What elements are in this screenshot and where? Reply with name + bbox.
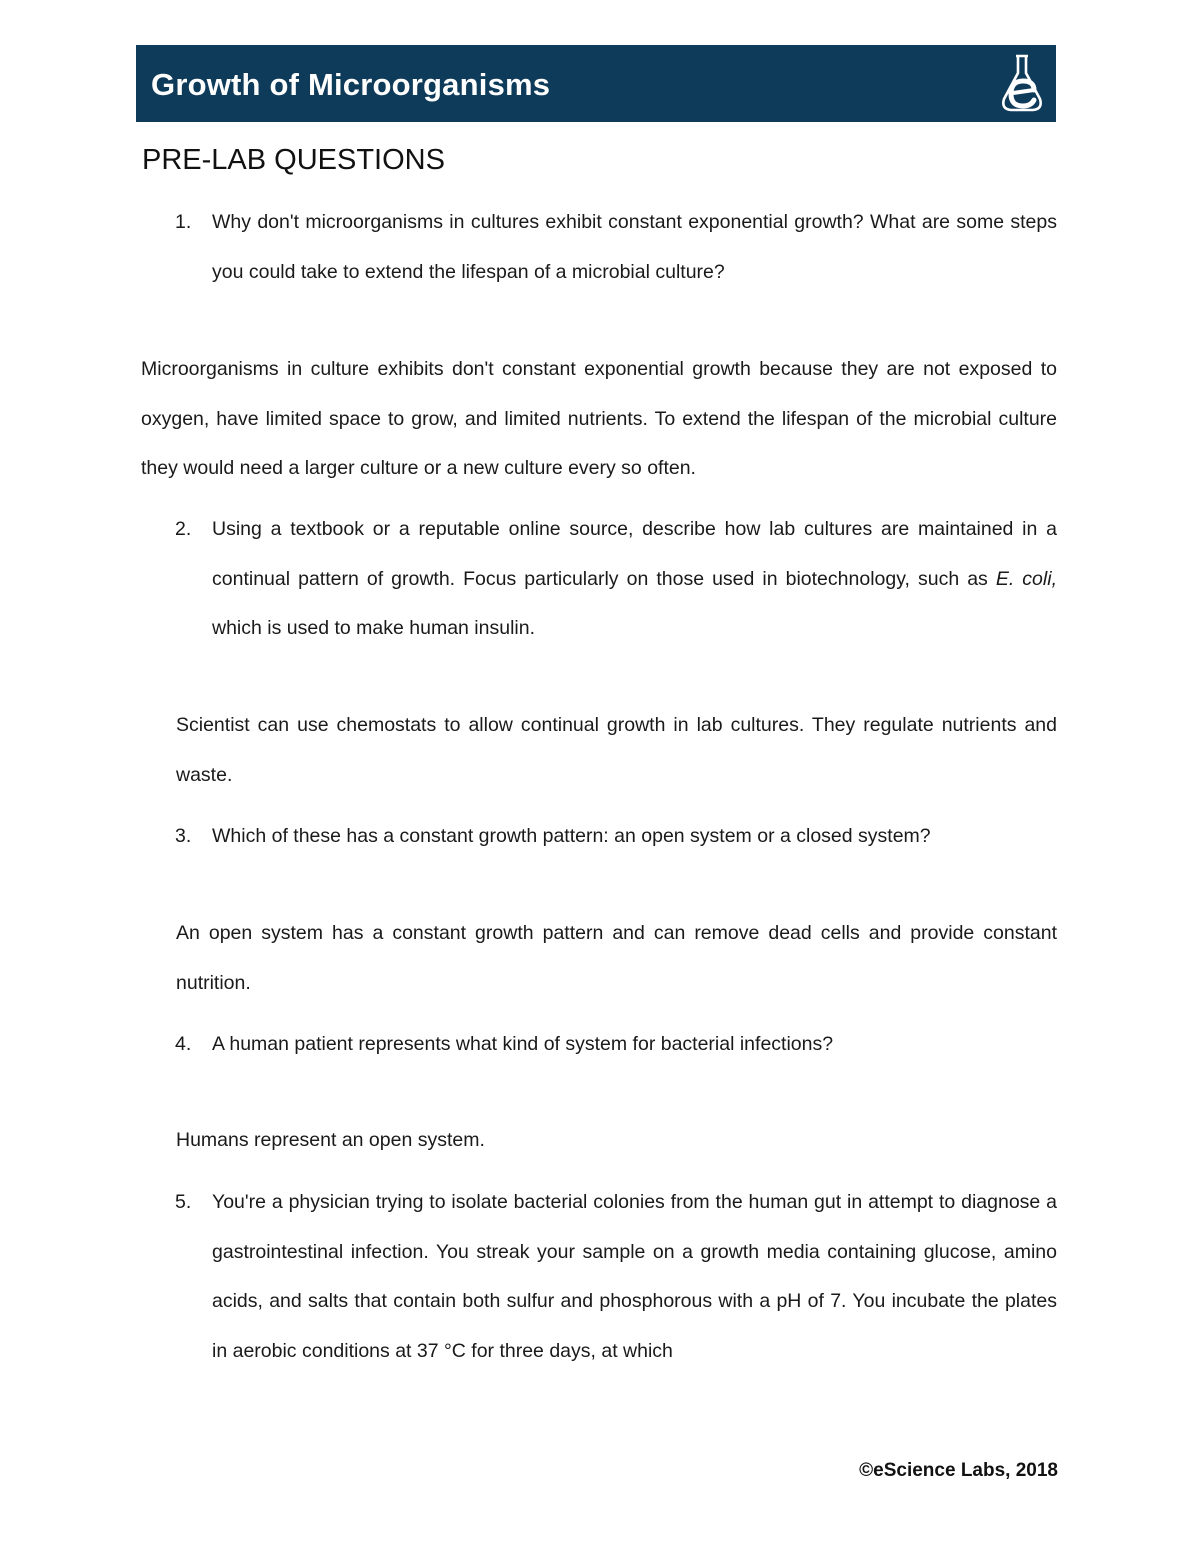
- answer-1: Microorganisms in culture exhibits don't constant exponential growth because they are not exposed to oxygen, have limited space to grow, and limited nutrients. To extend the lifespan of the microbial culture they would need a larger culture or a new culture every so often.: [141, 358, 1057, 479]
- question-text-part: which is used to make human insulin.: [212, 617, 535, 639]
- question-text: You're a physician trying to isolate bacterial colonies from the human gut in attempt to diagnose a gastrointestinal infection. You streak your sample on a growth media containing glucose, amino acids, and salts that contain both sulfur and phosphorous with a pH of 7. You incubate the plates in aerobic conditions at 37 °C for three days, at which: [212, 1191, 1057, 1362]
- question-text: Which of these has a constant growth pattern: an open system or a closed system?: [212, 825, 931, 847]
- section-heading: PRE-LAB QUESTIONS: [142, 144, 445, 176]
- answer-4: Humans represent an open system.: [176, 1129, 485, 1151]
- question-3: [175, 812, 1057, 862]
- question-5: [175, 1178, 1057, 1376]
- question-number: 1.: [175, 211, 192, 233]
- flask-e-icon: [998, 53, 1046, 115]
- question-1: [175, 198, 1057, 297]
- question-text: [212, 505, 1057, 654]
- page-title: Growth of Microorganisms: [151, 67, 551, 102]
- species-name: E. coli,: [995, 567, 1057, 590]
- question-4: [175, 1020, 1057, 1070]
- question-number: 2.: [175, 518, 192, 540]
- question-text: A human patient represents what kind of system for bacterial infections?: [212, 1033, 834, 1055]
- question-number: 3.: [175, 825, 192, 847]
- header-banner: [136, 45, 1056, 122]
- question-2: [175, 505, 1057, 654]
- question-text-part: Using a textbook or a reputable online source, describe how lab cultures are maintained in a continual pattern of growth. Focus particularly on those used in biotechnology, such as: [212, 518, 1057, 590]
- copyright-footer: ©eScience Labs, 2018: [859, 1460, 1058, 1481]
- question-number: 5.: [175, 1191, 192, 1213]
- answer-2: Scientist can use chemostats to allow continual growth in lab cultures. They regulate nutrients and waste.: [176, 714, 1057, 786]
- question-text: Why don't microorganisms in cultures exhibit constant exponential growth? What are some steps you could take to extend the lifespan of a microbial culture?: [212, 211, 1057, 283]
- answer-3: An open system has a constant growth pattern and can remove dead cells and provide constant nutrition.: [176, 922, 1057, 994]
- question-number: 4.: [175, 1033, 192, 1055]
